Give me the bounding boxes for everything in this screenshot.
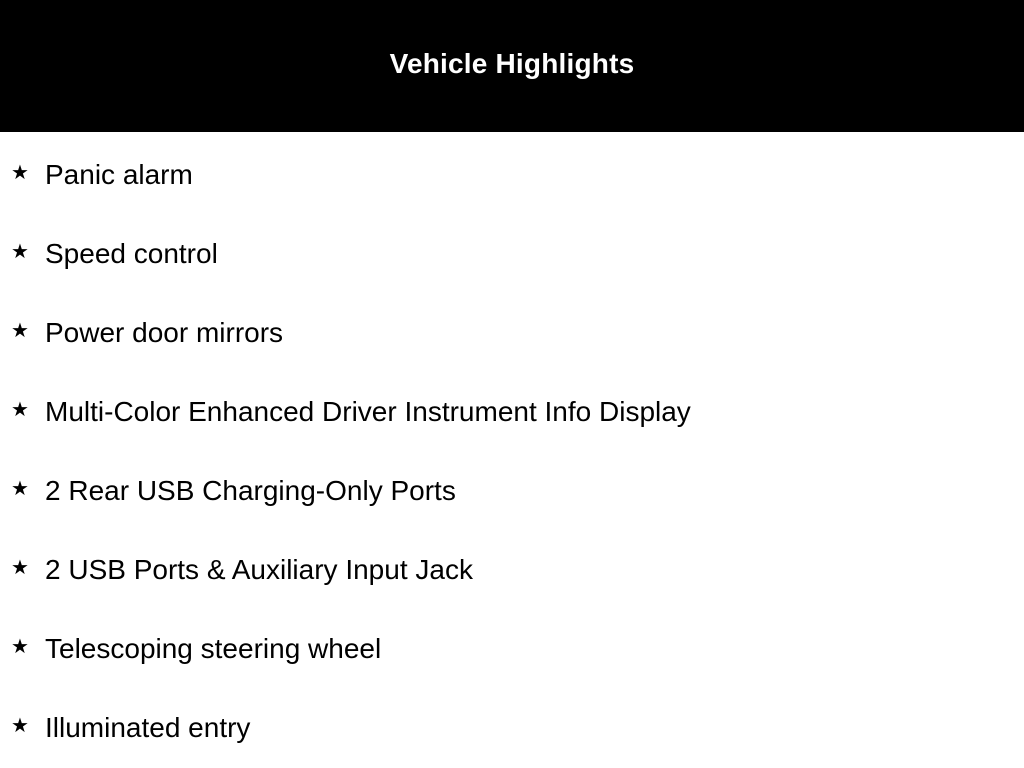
highlight-label: Power door mirrors: [45, 317, 284, 348]
page-title: Vehicle Highlights: [389, 48, 635, 79]
list-item: [0, 705, 1024, 745]
star-icon: ★: [11, 713, 29, 737]
list-item: [0, 310, 1024, 350]
highlight-label: Panic alarm: [45, 159, 193, 190]
star-icon: ★: [11, 239, 29, 263]
star-icon: ★: [11, 634, 29, 658]
highlight-label: Speed control: [45, 238, 218, 269]
list-item: [0, 468, 1024, 508]
list-item: [0, 152, 1024, 192]
list-item: [0, 547, 1024, 587]
star-icon: ★: [11, 397, 29, 421]
star-icon: ★: [11, 555, 29, 579]
highlight-label: Illuminated entry: [45, 712, 251, 743]
star-icon: ★: [11, 160, 29, 184]
star-icon: ★: [11, 476, 29, 500]
list-item: [0, 626, 1024, 666]
highlight-label: Multi-Color Enhanced Driver Instrument Info Display: [45, 396, 691, 427]
highlight-label: 2 Rear USB Charging-Only Ports: [45, 475, 456, 506]
highlight-label: Telescoping steering wheel: [45, 633, 382, 664]
header-bar: [0, 0, 1024, 132]
highlight-label: 2 USB Ports & Auxiliary Input Jack: [45, 554, 473, 585]
list-item: [0, 389, 1024, 429]
star-icon: ★: [11, 318, 29, 342]
list-item: [0, 231, 1024, 271]
